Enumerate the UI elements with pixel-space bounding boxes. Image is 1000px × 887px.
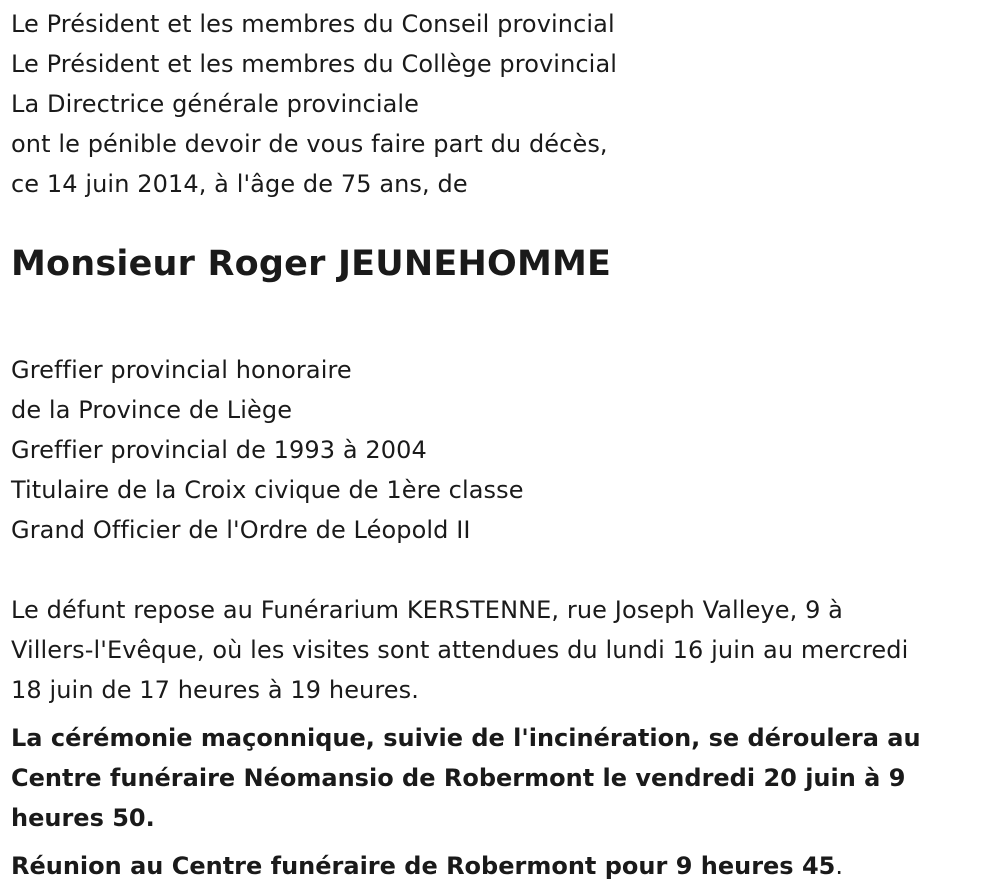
visitation-block [11,590,993,710]
intro-line: Le Président et les membres du Collège provincial [11,50,618,78]
title-line: Greffier provincial de 1993 à 2004 [11,436,427,464]
visitation-line: Le défunt repose au Funérarium KERSTENNE, rue Joseph Valleye, 9 à [11,596,843,624]
intro-line: Le Président et les membres du Conseil provincial [11,10,615,38]
intro-block [11,4,993,204]
obituary-notice [11,4,993,886]
intro-line: ce 14 juin 2014, à l'âge de 75 ans, de [11,170,468,198]
title-line: Titulaire de la Croix civique de 1ère classe [11,476,524,504]
meeting-text: Réunion au Centre funéraire de Robermont pour 9 heures 45 [11,852,836,880]
intro-line: La Directrice générale provinciale [11,90,420,118]
visitation-line: 18 juin de 17 heures à 19 heures. [11,676,420,704]
intro-line: ont le pénible devoir de vous faire part du décès, [11,130,608,158]
title-line: de la Province de Liège [11,396,293,424]
spacer [11,550,993,590]
deceased-name-block [11,224,993,350]
title-line: Grand Officier de l'Ordre de Léopold II [11,516,471,544]
deceased-name: Monsieur Roger JEUNEHOMME [11,244,612,284]
ceremony-line: Centre funéraire Néomansio de Robermont le vendredi 20 juin à 9 [11,764,906,792]
ceremony-line: La cérémonie maçonnique, suivie de l'incinération, se déroulera au [11,724,921,752]
meeting-block [11,846,993,886]
visitation-line: Villers-l'Evêque, où les visites sont attendues du lundi 16 juin au mercredi [11,636,909,664]
ceremony-block [11,718,993,838]
titles-block [11,350,993,550]
meeting-period: . [835,852,843,880]
ceremony-line: heures 50. [11,804,155,832]
title-line: Greffier provincial honoraire [11,356,352,384]
